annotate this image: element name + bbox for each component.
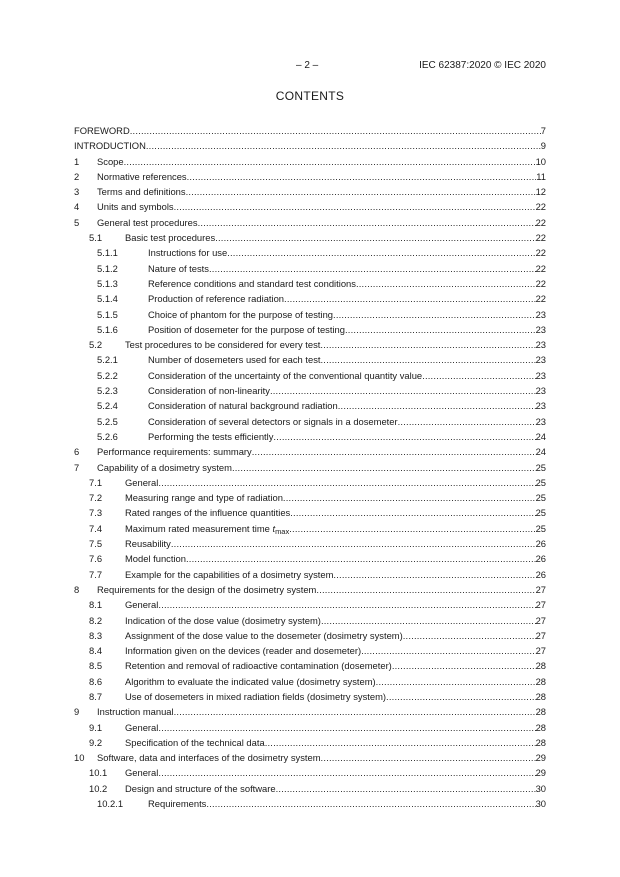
toc-entry-title-text: Requirements (148, 798, 207, 810)
toc-entry[interactable] (74, 704, 546, 719)
toc-entry-number: 5.1.3 (97, 277, 118, 289)
toc-entry-page: 25 (535, 522, 546, 534)
toc-entry[interactable] (74, 597, 546, 612)
toc-entry-page: 24 (535, 430, 546, 442)
toc-entry[interactable] (74, 720, 546, 735)
table-of-contents (74, 123, 546, 811)
toc-entry-page: 23 (535, 369, 546, 381)
toc-dot-leader (392, 658, 536, 673)
toc-dot-leader (232, 460, 536, 475)
toc-entry-symbol-subscript: max (275, 526, 290, 536)
toc-dot-leader (186, 184, 536, 199)
toc-entry-title (125, 490, 283, 505)
toc-dot-leader (171, 536, 536, 551)
toc-entry[interactable] (74, 674, 546, 689)
toc-entry[interactable] (74, 169, 546, 184)
toc-entry-title (125, 781, 276, 796)
toc-entry-page: 26 (535, 553, 546, 565)
toc-dot-leader (386, 689, 536, 704)
toc-entry-page: 27 (535, 614, 546, 626)
toc-dot-leader (403, 628, 536, 643)
toc-entry-title (97, 215, 198, 230)
toc-dot-leader (290, 505, 535, 520)
toc-entry-title (97, 582, 316, 597)
toc-entry-title (125, 720, 158, 735)
toc-entry[interactable] (74, 276, 546, 291)
toc-entry-title-text: Consideration of the uncertainty of the conventional quantity value (148, 369, 423, 381)
toc-entry-title (148, 276, 356, 291)
toc-entry-title (148, 245, 227, 260)
toc-entry-number: 9 (74, 706, 80, 718)
toc-entry-title (148, 368, 422, 383)
toc-entry-title-text: Choice of phantom for the purpose of testing (148, 308, 334, 320)
toc-entry-title-text: Measuring range and type of radiation (125, 492, 283, 504)
toc-entry-number: 8.1 (89, 599, 103, 611)
toc-dot-leader (376, 674, 536, 689)
toc-entry-number: 5.1.4 (97, 293, 118, 305)
page-title: CONTENTS (275, 89, 345, 103)
toc-entry-page: 25 (535, 492, 546, 504)
toc-entry[interactable] (74, 689, 546, 704)
toc-entry[interactable] (74, 613, 546, 628)
toc-entry-page: 22 (535, 247, 546, 259)
toc-entry-page: 25 (535, 476, 546, 488)
toc-entry[interactable] (74, 322, 546, 337)
toc-entry-title-text: Production of reference radiation (148, 293, 285, 305)
toc-entry-title-text: General (125, 476, 159, 488)
standard-reference: IEC 62387:2020 © IEC 2020 (419, 60, 546, 71)
toc-dot-leader (186, 551, 536, 566)
toc-entry-title (125, 597, 158, 612)
toc-dot-leader (398, 414, 536, 429)
toc-entry-number: 5.1.1 (97, 247, 118, 259)
toc-entry-title-text: Design and structure of the software (125, 782, 276, 794)
toc-entry[interactable] (74, 352, 546, 367)
toc-entry-number: 4 (74, 201, 80, 213)
toc-entry[interactable] (74, 551, 546, 566)
toc-entry-title-text: Information given on the devices (reader and dosemeter) (125, 645, 362, 657)
toc-entry-number: 5.2.6 (97, 430, 118, 442)
toc-entry-page: 24 (535, 446, 546, 458)
toc-entry-page: 28 (535, 706, 546, 718)
toc-entry-page: 10 (535, 155, 546, 167)
toc-entry-title-text: Nature of tests (148, 262, 209, 274)
toc-dot-leader (265, 735, 536, 750)
toc-entry-title-text: Position of dosemeter for the purpose of testing (148, 323, 345, 335)
toc-entry-title-text: Performing the tests efficiently (148, 430, 274, 442)
toc-entry-title (148, 261, 209, 276)
toc-dot-leader (174, 704, 536, 719)
toc-dot-leader (158, 597, 535, 612)
toc-dot-leader (356, 276, 536, 291)
toc-entry-title-text: Terms and definitions (97, 186, 186, 198)
toc-entry-number: 5.2.2 (97, 369, 118, 381)
toc-entry[interactable] (74, 444, 546, 459)
toc-entry-page: 23 (535, 354, 546, 366)
toc-entry[interactable] (74, 307, 546, 322)
toc-entry-number: 10.2.1 (97, 798, 124, 810)
toc-entry-page: 23 (535, 339, 546, 351)
toc-entry-title (125, 628, 403, 643)
toc-entry-number: 5.2.5 (97, 415, 118, 427)
toc-dot-leader (270, 383, 536, 398)
toc-entry[interactable] (74, 199, 546, 214)
toc-entry-page: 27 (535, 599, 546, 611)
toc-entry-page: 23 (535, 308, 546, 320)
toc-entry-title (148, 291, 284, 306)
toc-entry-title-text: Performance requirements: summary (97, 446, 252, 458)
toc-entry-number: 9.1 (89, 721, 103, 733)
toc-entry[interactable] (74, 184, 546, 199)
toc-entry-title (97, 154, 124, 169)
toc-dot-leader (321, 750, 536, 765)
toc-entry-title-text: Rated ranges of the influence quantities (125, 507, 291, 519)
toc-entry-title (125, 536, 171, 551)
toc-entry-title (97, 184, 186, 199)
toc-entry-title (125, 551, 186, 566)
toc-dot-leader (174, 199, 536, 214)
toc-entry-title (125, 735, 265, 750)
toc-entry[interactable] (74, 796, 546, 811)
toc-entry-title (74, 123, 130, 138)
toc-dot-leader (227, 245, 535, 260)
toc-entry-number: 5.2.1 (97, 354, 118, 366)
toc-entry-page: 28 (535, 721, 546, 733)
toc-entry-number: 10.2 (89, 782, 108, 794)
toc-dot-leader (215, 230, 535, 245)
toc-entry-title (125, 505, 290, 520)
toc-dot-leader (252, 444, 536, 459)
toc-entry[interactable] (74, 398, 546, 413)
toc-entry-page: 23 (535, 323, 546, 335)
toc-entry-title-text: Specification of the technical data (125, 736, 265, 748)
toc-entry-title (97, 169, 187, 184)
toc-dot-leader (276, 781, 536, 796)
toc-entry-number: 7.5 (89, 538, 103, 550)
toc-entry-title-text: Retention and removal of radioactive contamination (dosemeter) (125, 660, 392, 672)
toc-entry-page: 22 (535, 201, 546, 213)
toc-entry-title-text: Assignment of the dose value to the dosemeter (dosimetry system) (125, 629, 403, 641)
toc-dot-leader (209, 261, 536, 276)
toc-entry-number: 7.3 (89, 507, 103, 519)
toc-dot-leader (273, 429, 535, 444)
toc-entry-title (148, 307, 333, 322)
toc-entry-page: 30 (535, 798, 546, 810)
toc-entry-title-text: Example for the capabilities of a dosimetry system (125, 568, 334, 580)
toc-entry-number: 6 (74, 446, 80, 458)
toc-entry-number: 8.2 (89, 614, 103, 626)
toc-entry[interactable] (74, 643, 546, 658)
toc-entry-title-text: Algorithm to evaluate the indicated value (dosimetry system) (125, 675, 376, 687)
toc-entry-page: 26 (535, 568, 546, 580)
page-number: – 2 – (296, 60, 319, 71)
toc-dot-leader (158, 720, 535, 735)
toc-entry-number: 8.5 (89, 660, 103, 672)
toc-entry-number: 7 (74, 461, 80, 473)
toc-entry-page: 23 (535, 415, 546, 427)
toc-dot-leader (283, 490, 536, 505)
toc-entry-page: 12 (535, 186, 546, 198)
toc-entry-title (148, 398, 338, 413)
toc-entry-page: 23 (535, 385, 546, 397)
toc-entry-title-text: Maximum rated measurement time (125, 522, 273, 534)
toc-entry-page: 7 (540, 125, 546, 136)
toc-entry-title (97, 444, 252, 459)
toc-entry-number: 5 (74, 216, 80, 228)
toc-entry-title-text: General (125, 599, 159, 611)
toc-entry-number: 5.2.4 (97, 400, 118, 412)
toc-entry-number: 8.3 (89, 629, 103, 641)
toc-entry-title-text: Consideration of natural background radiation (148, 400, 338, 412)
toc-entry-number: 5.1.5 (97, 308, 118, 320)
toc-entry[interactable] (74, 460, 546, 475)
toc-entry-title-text: Units and symbols (97, 201, 174, 213)
toc-entry[interactable] (74, 582, 546, 597)
toc-entry-title (97, 750, 321, 765)
toc-entry[interactable] (74, 781, 546, 796)
toc-entry-number: 8.4 (89, 645, 103, 657)
toc-entry[interactable] (74, 138, 546, 153)
toc-entry-title-text: Test procedures to be considered for every test (125, 339, 321, 351)
toc-entry-title (74, 138, 146, 153)
toc-entry[interactable] (74, 383, 546, 398)
toc-entry-page: 25 (535, 507, 546, 519)
toc-entry[interactable] (74, 536, 546, 551)
toc-entry[interactable] (74, 291, 546, 306)
toc-entry-title-text: Reusability (125, 538, 171, 550)
toc-dot-leader (338, 398, 536, 413)
toc-entry-page: 28 (535, 690, 546, 702)
toc-entry-title-text: Normative references (97, 170, 187, 182)
toc-dot-leader (422, 368, 535, 383)
toc-dot-leader (320, 352, 535, 367)
toc-entry-title-text: General (125, 721, 159, 733)
toc-entry[interactable] (74, 429, 546, 444)
toc-entry[interactable] (74, 750, 546, 765)
toc-entry-number: 9.2 (89, 736, 103, 748)
toc-entry-number: 8.6 (89, 675, 103, 687)
toc-dot-leader (345, 322, 536, 337)
toc-entry-number: 7.7 (89, 568, 103, 580)
toc-entry-title-text: FOREWORD (74, 125, 130, 136)
toc-entry-number: 1 (74, 155, 80, 167)
toc-entry-title (125, 337, 320, 352)
toc-entry-page: 22 (535, 232, 546, 244)
toc-entry[interactable] (74, 505, 546, 520)
toc-entry-number: 7.1 (89, 476, 103, 488)
toc-entry[interactable] (74, 230, 546, 245)
toc-entry-number: 5.1.6 (97, 323, 118, 335)
toc-dot-leader (130, 123, 541, 138)
toc-entry[interactable] (74, 368, 546, 383)
toc-entry-title-text: Scope (97, 155, 124, 167)
toc-entry[interactable] (74, 154, 546, 169)
toc-entry-title (148, 796, 206, 811)
toc-entry-title-text: Instruction manual (97, 706, 174, 718)
toc-entry-title (148, 322, 345, 337)
toc-entry-page: 11 (536, 170, 546, 182)
toc-entry-number: 10.1 (89, 767, 108, 779)
toc-entry-title-text: Use of dosemeters in mixed radiation fields (dosimetry system) (125, 690, 387, 702)
toc-dot-leader (333, 307, 536, 322)
toc-entry-page: 26 (535, 538, 546, 550)
toc-entry[interactable] (74, 765, 546, 780)
toc-dot-leader (206, 796, 535, 811)
toc-entry-number: 7.2 (89, 492, 103, 504)
toc-dot-leader (284, 291, 536, 306)
toc-entry[interactable] (74, 215, 546, 230)
toc-entry-title-text: Indication of the dose value (dosimetry system) (125, 614, 321, 626)
toc-entry-title-text: Number of dosemeters used for each test (148, 354, 321, 366)
toc-entry-page: 28 (535, 736, 546, 748)
toc-entry-title (148, 429, 273, 444)
toc-entry-title (125, 567, 333, 582)
toc-dot-leader (198, 215, 536, 230)
toc-dot-leader (316, 582, 535, 597)
toc-entry-title (97, 704, 174, 719)
toc-entry-title-text: Consideration of several detectors or signals in a dosemeter (148, 415, 398, 427)
toc-entry-page: 23 (535, 400, 546, 412)
toc-entry-number: 5.2 (89, 339, 103, 351)
toc-entry-page: 30 (535, 782, 546, 794)
toc-entry[interactable] (74, 414, 546, 429)
toc-entry-page: 29 (535, 752, 546, 764)
toc-entry-page: 27 (535, 629, 546, 641)
toc-entry-title-text: General (125, 767, 159, 779)
toc-entry-title (125, 230, 215, 245)
toc-entry-title-text: Reference conditions and standard test conditions (148, 277, 356, 289)
toc-entry-title (125, 765, 158, 780)
toc-entry[interactable] (74, 628, 546, 643)
toc-entry-number: 3 (74, 186, 80, 198)
toc-entry[interactable] (74, 735, 546, 750)
toc-entry-title-text: Requirements for the design of the dosimetry system (97, 583, 317, 595)
toc-entry-title (125, 689, 386, 704)
toc-entry-title-text: Model function (125, 553, 186, 565)
toc-entry-page: 28 (535, 675, 546, 687)
toc-entry-number: 10 (74, 752, 85, 764)
toc-entry[interactable] (74, 261, 546, 276)
toc-entry-number: 8 (74, 583, 80, 595)
toc-entry-page: 22 (535, 293, 546, 305)
toc-entry-number: 7.6 (89, 553, 103, 565)
toc-entry[interactable] (74, 490, 546, 505)
toc-entry-title (125, 674, 376, 689)
toc-entry[interactable] (74, 658, 546, 673)
toc-dot-leader (124, 154, 536, 169)
toc-entry-page: 29 (535, 767, 546, 779)
toc-dot-leader (320, 337, 535, 352)
toc-entry[interactable] (74, 245, 546, 260)
toc-entry-title (148, 414, 398, 429)
toc-entry-title (125, 658, 392, 673)
toc-entry-page: 9 (540, 140, 546, 152)
toc-dot-leader (187, 169, 537, 184)
toc-dot-leader (158, 475, 535, 490)
toc-entry-title (148, 383, 270, 398)
toc-entry-page: 27 (535, 645, 546, 657)
toc-entry-page: 22 (535, 277, 546, 289)
toc-dot-leader (158, 765, 535, 780)
toc-entry-title (97, 460, 232, 475)
toc-entry[interactable] (74, 123, 546, 138)
toc-dot-leader (146, 138, 541, 153)
toc-dot-leader (289, 521, 535, 536)
toc-entry-title-text: General test procedures (97, 216, 198, 228)
toc-entry-number: 5.1.2 (97, 262, 118, 274)
toc-entry-number: 8.7 (89, 690, 103, 702)
toc-entry-title-text: Software, data and interfaces of the dosimetry system (97, 752, 321, 764)
toc-entry-number: 5.2.3 (97, 385, 118, 397)
toc-dot-leader (321, 613, 536, 628)
toc-entry-title-text: Capability of a dosimetry system (97, 461, 232, 473)
toc-entry-title (125, 613, 321, 628)
toc-entry-page: 22 (535, 262, 546, 274)
toc-entry-title-text: Basic test procedures (125, 232, 216, 244)
toc-entry[interactable] (74, 337, 546, 352)
toc-entry-page: 28 (535, 660, 546, 672)
toc-entry-number: 5.1 (89, 232, 103, 244)
toc-entry[interactable] (74, 521, 546, 536)
toc-dot-leader (333, 567, 535, 582)
toc-entry-title-text: Consideration of non-linearity (148, 385, 270, 397)
toc-entry-page: 22 (535, 216, 546, 228)
toc-entry-title (125, 475, 158, 490)
toc-entry-number: 7.4 (89, 522, 103, 534)
toc-entry[interactable] (74, 475, 546, 490)
toc-entry-title (97, 199, 174, 214)
toc-entry-number: 2 (74, 170, 80, 182)
toc-entry-title (125, 643, 361, 658)
toc-entry-page: 27 (535, 583, 546, 595)
toc-entry[interactable] (74, 567, 546, 582)
toc-dot-leader (361, 643, 535, 658)
toc-entry-title-text: INTRODUCTION (74, 140, 146, 152)
toc-entry-title-text: Instructions for use (148, 247, 228, 259)
toc-entry-title (148, 352, 320, 367)
toc-entry-page: 25 (535, 461, 546, 473)
toc-entry-symbol: t (272, 522, 276, 534)
